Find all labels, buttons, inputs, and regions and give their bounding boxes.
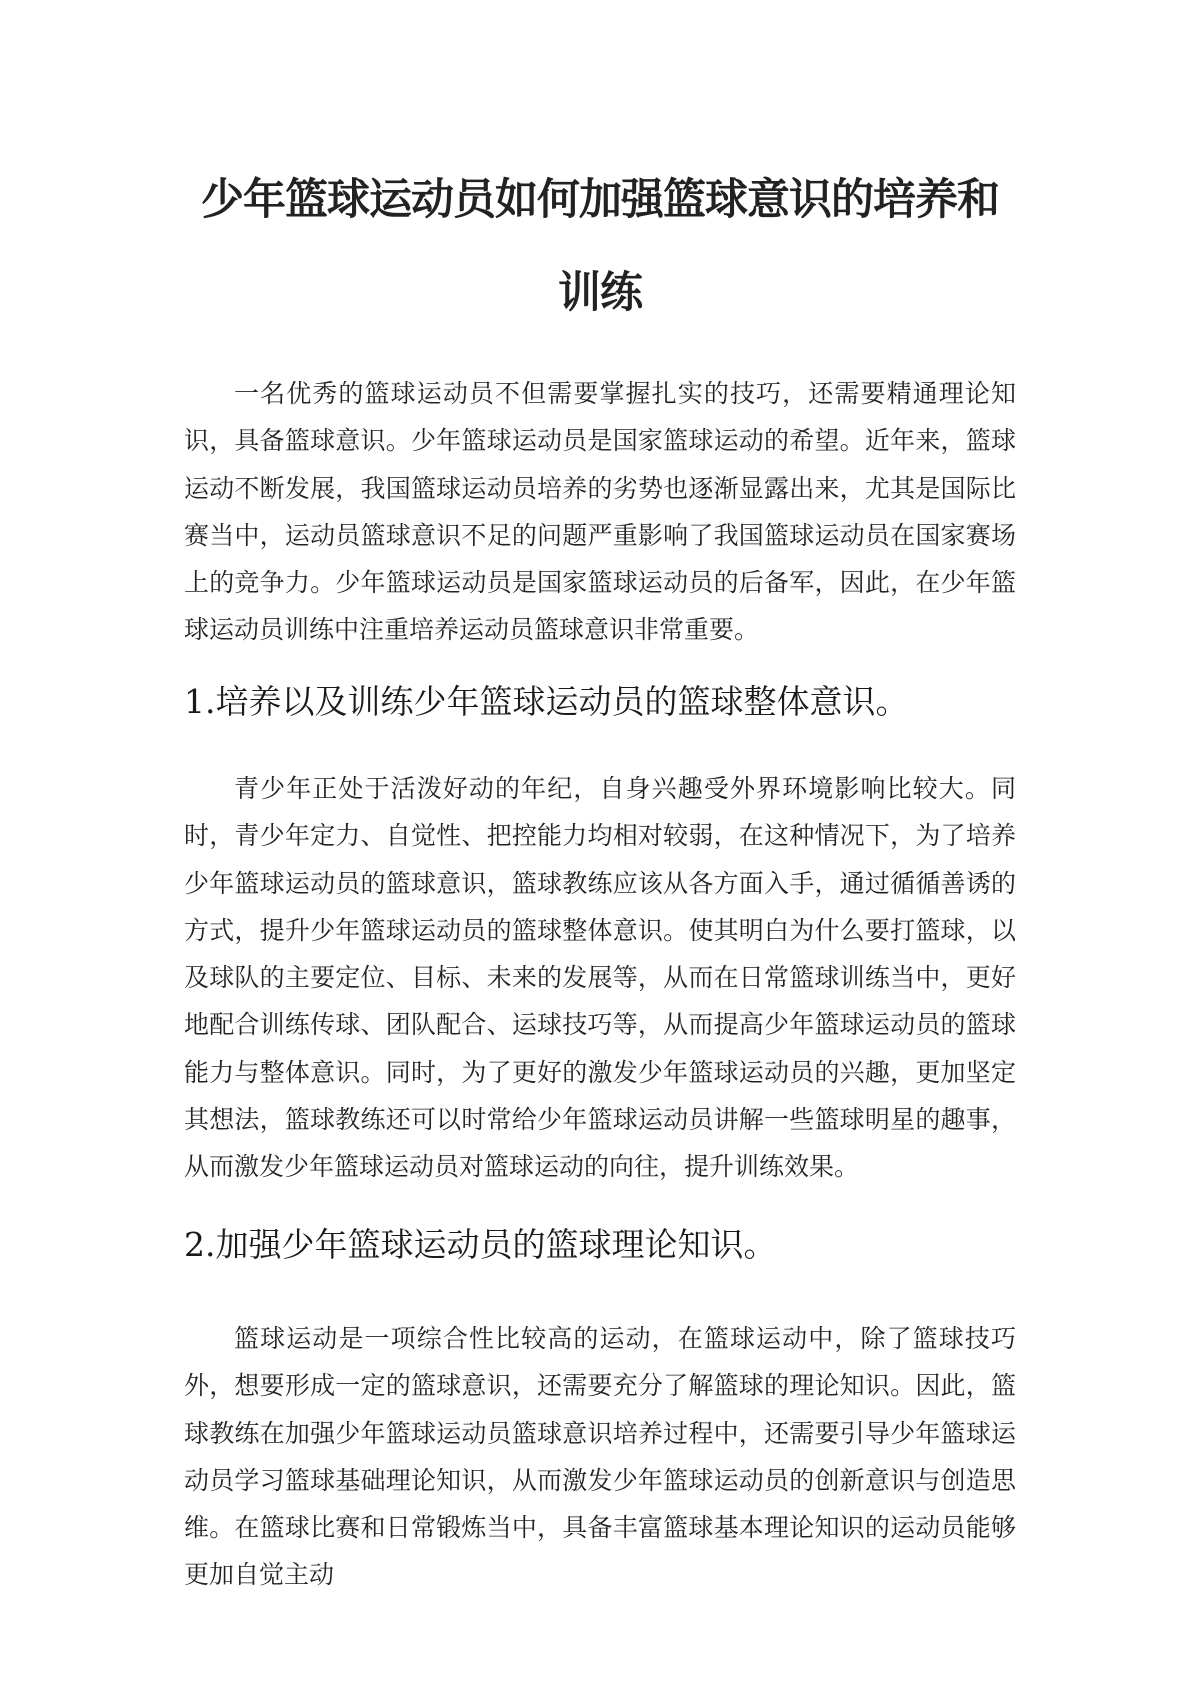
section-heading-1: 1.培养以及训练少年篮球运动员的篮球整体意识。 bbox=[184, 682, 909, 721]
section-paragraph-2: 篮球运动是一项综合性比较高的运动，在篮球运动中，除了篮球技巧外，想要形成一定的篮球意识，还需要充分了解篮球的理论知识。因此，篮球教练在加强少年篮球运动员篮球意识培养过程中，还需要引导少年篮球运动员学习篮球基础理论知识，从而激发少年篮球运动员的创新意识与创造思维。在篮球比赛和日常锻炼当中，具备丰富篮球基本理论知识的运动员能够更加自觉主动 bbox=[184, 1324, 1016, 1590]
document-title-line-1: 少年篮球运动员如何加强篮球意识的培养和 bbox=[201, 175, 999, 225]
section-heading-2: 2.加强少年篮球运动员的篮球理论知识。 bbox=[184, 1225, 777, 1264]
section-paragraph-1: 青少年正处于活泼好动的年纪，自身兴趣受外界环境影响比较大。同时，青少年定力、自觉性、把控能力均相对较弱，在这种情况下，为了培养少年篮球运动员的篮球意识，篮球教练应该从各方面入手，通过循循善诱的方式，提升少年篮球运动员的篮球整体意识。使其明白为什么要打篮球，以及球队的主要定位、目标、未来的发展等，从而在日常篮球训练当中，更好地配合训练传球、团队配合、运球技巧等，从而提高少年篮球运动员的篮球能力与整体意识。同时，为了更好的激发少年篮球运动员的兴趣，更加坚定其想法，篮球教练还可以时常给少年篮球运动员讲解一些篮球明星的趣事，从而激发少年篮球运动员对篮球运动的向往，提升训练效果。 bbox=[184, 774, 1016, 1182]
intro-paragraph: 一名优秀的篮球运动员不但需要掌握扎实的技巧，还需要精通理论知识，具备篮球意识。少年篮球运动员是国家篮球运动的希望。近年来，篮球运动不断发展，我国篮球运动员培养的劣势也逐渐显露出来，尤其是国际比赛当中，运动员篮球意识不足的问题严重影响了我国篮球运动员在国家赛场上的竞争力。少年篮球运动员是国家篮球运动员的后备军，因此，在少年篮球运动员训练中注重培养运动员篮球意识非常重要。 bbox=[184, 379, 1016, 645]
document-title-line-2: 训练 bbox=[558, 268, 642, 318]
